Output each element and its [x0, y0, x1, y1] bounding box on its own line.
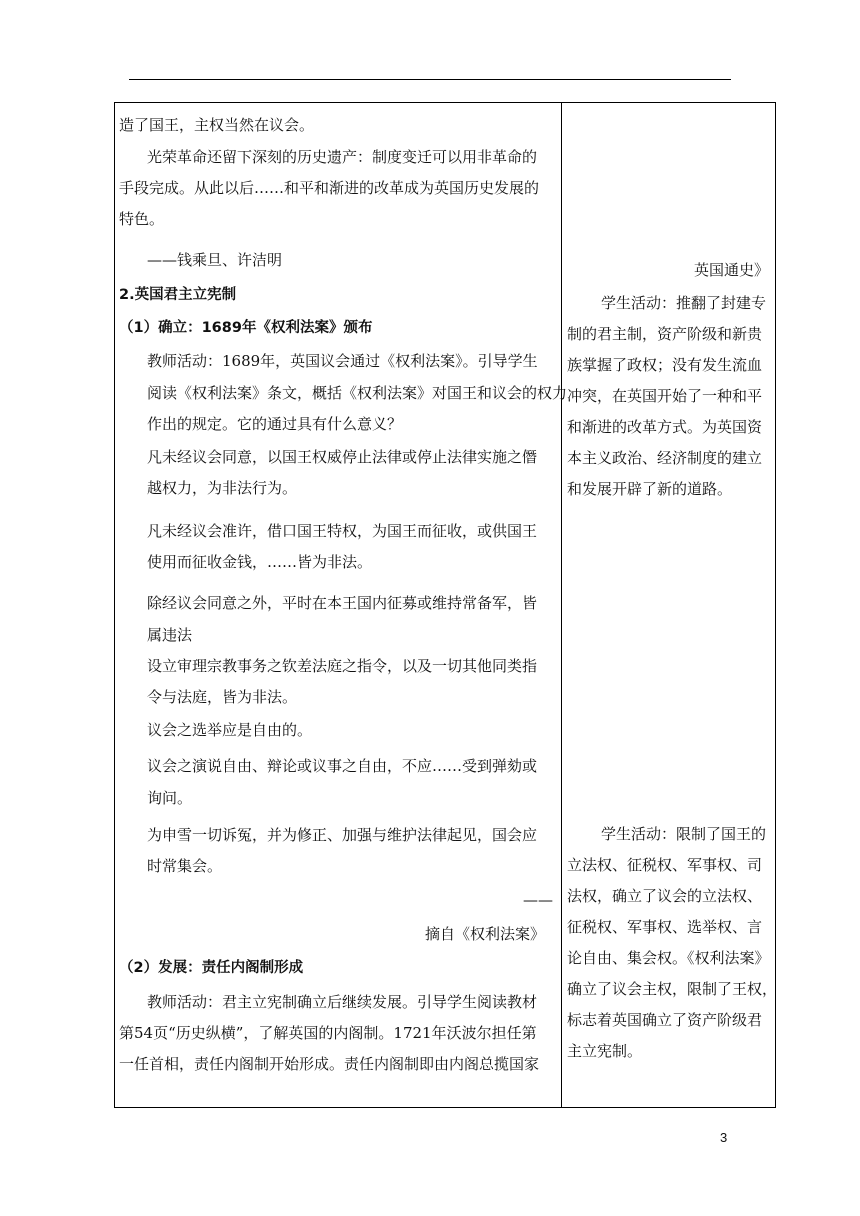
content-line: 摘自《权利法案》 [425, 925, 546, 943]
activity-line: 冲突，在英国开始了一种和平 [567, 387, 763, 405]
content-line: 凡未经议会同意，以国王权威停止法律或停止法律实施之僭 [147, 448, 538, 466]
content-line: 令与法庭，皆为非法。 [147, 688, 298, 706]
content-line: （1）确立：1689年《权利法案》颁布 [119, 320, 373, 336]
content-line: —— [523, 891, 553, 909]
content-line: 设立审理宗教事务之钦差法庭之指令，以及一切其他同类指 [147, 657, 538, 675]
content-line: 作出的规定。它的通过具有什么意义？ [147, 415, 403, 433]
content-line: 越权力，为非法行为。 [147, 479, 298, 497]
content-line: 为申雪一切诉冤，并为修正、加强与维护法律起见，国会应 [147, 826, 538, 844]
activity-line: 论自由、集会权。《权利法案》 [567, 949, 770, 967]
content-line: 询问。 [147, 789, 193, 807]
content-line: 一任首相，责任内阁制开始形成。责任内阁制即由内阁总揽国家 [119, 1055, 540, 1073]
content-line: 时常集会。 [147, 857, 223, 875]
content-line: 教师活动：1689年，英国议会通过《权利法案》。引导学生 [147, 352, 538, 370]
page-number: 3 [720, 1130, 728, 1145]
content-line: 教师活动：君主立宪制确立后继续发展。引导学生阅读教材 [147, 993, 538, 1011]
content-line: （2）发展：责任内阁制形成 [119, 960, 304, 976]
activity-line: 学生活动：限制了国王的 [601, 825, 767, 843]
activity-line: 主立宪制。 [567, 1042, 643, 1060]
content-line: 议会之演说自由、辩论或议事之自由，不应……受到弹劾或 [147, 757, 538, 775]
activity-line: 和发展开辟了新的道路。 [567, 480, 733, 498]
content-line: 凡未经议会准许，借口国王特权，为国王而征收，或供国王 [147, 522, 538, 540]
activity-line: 和渐进的改革方式。为英国资 [567, 418, 763, 436]
content-line: 议会之选举应是自由的。 [147, 721, 313, 739]
content-line: 使用而征收金钱，……皆为非法。 [147, 553, 373, 571]
activity-line: 学生活动：推翻了封建专 [601, 294, 767, 312]
activity-line: 征税权、军事权、选举权、言 [567, 918, 763, 936]
content-line: 2.英国君主立宪制 [119, 287, 237, 303]
activity-line: 法权，确立了议会的立法权、 [567, 887, 763, 905]
column-divider [561, 103, 562, 1107]
activity-line: 制的君主制，资产阶级和新贵 [567, 325, 763, 343]
content-line: 除经议会同意之外，平时在本王国内征募或维持常备军，皆 [147, 594, 538, 612]
content-line: 光荣革命还留下深刻的历史遗产：制度变迁可以用非革命的 [147, 148, 538, 166]
content-line: 属违法 [147, 626, 193, 644]
header-rule [129, 79, 731, 80]
activity-line: 英国通史》 [694, 261, 770, 279]
activity-line: 本主义政治、经济制度的建立 [567, 449, 763, 467]
lesson-table [114, 102, 776, 1108]
activity-line: 标志着英国确立了资产阶级君 [567, 1011, 763, 1029]
content-line: 特色。 [119, 210, 165, 228]
content-line: 造了国王，主权当然在议会。 [119, 116, 315, 134]
content-line: 第54页“历史纵横”，了解英国的内阁制。1721年沃波尔担任第 [119, 1024, 537, 1042]
content-line: 阅读《权利法案》条文，概括《权利法案》对国王和议会的权力 [147, 384, 568, 402]
activity-line: 族掌握了政权；没有发生流血 [567, 356, 763, 374]
content-line: 手段完成。从此以后……和平和渐进的改革成为英国历史发展的 [119, 179, 540, 197]
activity-line: 立法权、征税权、军事权、司 [567, 856, 763, 874]
content-line: ——钱乘旦、许洁明 [147, 251, 283, 269]
activity-line: 确立了议会主权，限制了王权， [567, 980, 778, 998]
